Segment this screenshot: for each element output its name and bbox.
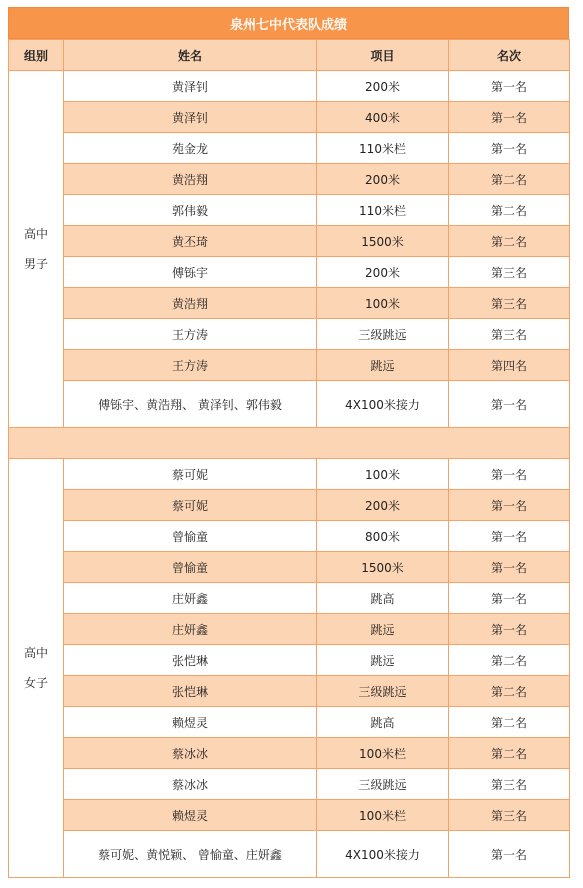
cell-name: 黄泽钊 — [64, 102, 317, 133]
table-row — [9, 769, 570, 800]
table-row — [9, 195, 570, 226]
header-rank: 名次 — [449, 40, 570, 71]
cell-name: 傅铄宇、黄浩翔、 黄泽钊、郭伟毅 — [64, 381, 317, 428]
table-row — [9, 614, 570, 645]
table-row — [9, 738, 570, 769]
cell-name: 王方涛 — [64, 319, 317, 350]
cell-event: 400米 — [317, 102, 449, 133]
cell-event: 800米 — [317, 521, 449, 552]
cell-name: 傅铄宇 — [64, 257, 317, 288]
cell-rank: 第三名 — [449, 769, 570, 800]
table-row — [9, 133, 570, 164]
table-row — [9, 800, 570, 831]
table-row — [9, 521, 570, 552]
cell-name: 黄泽钊 — [64, 71, 317, 102]
cell-rank: 第一名 — [449, 381, 570, 428]
cell-event: 100米 — [317, 288, 449, 319]
group-cell — [9, 71, 64, 428]
cell-rank: 第三名 — [449, 800, 570, 831]
group-label-line1: 高中 — [23, 227, 48, 241]
boys-section — [9, 71, 570, 428]
cell-name: 王方涛 — [64, 350, 317, 381]
group-label-line2: 女子 — [23, 676, 48, 690]
header-row — [9, 40, 570, 71]
cell-rank: 第二名 — [449, 164, 570, 195]
header-name: 姓名 — [64, 40, 317, 71]
cell-rank: 第二名 — [449, 676, 570, 707]
cell-name: 苑金龙 — [64, 133, 317, 164]
results-table — [8, 39, 570, 878]
table-row — [9, 350, 570, 381]
cell-event: 三级跳远 — [317, 769, 449, 800]
table-row — [9, 459, 570, 490]
table-row — [9, 583, 570, 614]
group-label-line2: 男子 — [23, 257, 48, 271]
cell-event: 100米 — [317, 459, 449, 490]
cell-name: 蔡冰冰 — [64, 738, 317, 769]
cell-event: 1500米 — [317, 552, 449, 583]
group-cell — [9, 459, 64, 878]
cell-event: 100米栏 — [317, 800, 449, 831]
cell-rank: 第二名 — [449, 707, 570, 738]
cell-name: 蔡可妮 — [64, 459, 317, 490]
cell-event: 三级跳远 — [317, 676, 449, 707]
table-row — [9, 552, 570, 583]
cell-rank: 第一名 — [449, 459, 570, 490]
cell-name: 曾愉童 — [64, 521, 317, 552]
cell-rank: 第一名 — [449, 614, 570, 645]
cell-event: 200米 — [317, 490, 449, 521]
cell-name: 黄浩翔 — [64, 288, 317, 319]
cell-name: 黄浩翔 — [64, 164, 317, 195]
table-row — [9, 102, 570, 133]
section-spacer — [9, 428, 570, 459]
cell-event: 4X100米接力 — [317, 381, 449, 428]
cell-rank: 第二名 — [449, 195, 570, 226]
cell-rank: 第一名 — [449, 521, 570, 552]
cell-name: 赖煜灵 — [64, 707, 317, 738]
header-event: 项目 — [317, 40, 449, 71]
girls-section — [9, 459, 570, 878]
cell-event: 跳高 — [317, 707, 449, 738]
cell-rank: 第一名 — [449, 552, 570, 583]
cell-event: 200米 — [317, 257, 449, 288]
cell-rank: 第二名 — [449, 738, 570, 769]
cell-name: 黄丕琦 — [64, 226, 317, 257]
table-row — [9, 490, 570, 521]
cell-name: 庄妍鑫 — [64, 583, 317, 614]
table-title: 泉州七中代表队成绩 — [8, 7, 569, 39]
table-row — [9, 71, 570, 102]
cell-event: 三级跳远 — [317, 319, 449, 350]
table-row — [9, 831, 570, 878]
cell-event: 200米 — [317, 71, 449, 102]
cell-rank: 第二名 — [449, 226, 570, 257]
table-row — [9, 288, 570, 319]
cell-rank: 第一名 — [449, 71, 570, 102]
table-row — [9, 645, 570, 676]
table-row — [9, 164, 570, 195]
cell-event: 跳远 — [317, 645, 449, 676]
group-label-line1: 高中 — [23, 646, 48, 660]
cell-rank: 第四名 — [449, 350, 570, 381]
cell-rank: 第一名 — [449, 490, 570, 521]
cell-name: 张恺琳 — [64, 676, 317, 707]
cell-rank: 第三名 — [449, 288, 570, 319]
cell-event: 4X100米接力 — [317, 831, 449, 878]
cell-name: 蔡冰冰 — [64, 769, 317, 800]
cell-rank: 第二名 — [449, 645, 570, 676]
cell-rank: 第三名 — [449, 257, 570, 288]
cell-rank: 第一名 — [449, 133, 570, 164]
cell-rank: 第三名 — [449, 319, 570, 350]
table-row — [9, 676, 570, 707]
cell-event: 1500米 — [317, 226, 449, 257]
cell-name: 郭伟毅 — [64, 195, 317, 226]
cell-name: 庄妍鑫 — [64, 614, 317, 645]
cell-name: 曾愉童 — [64, 552, 317, 583]
cell-rank: 第一名 — [449, 583, 570, 614]
cell-name: 蔡可妮 — [64, 490, 317, 521]
cell-rank: 第一名 — [449, 831, 570, 878]
table-row — [9, 226, 570, 257]
cell-event: 110米栏 — [317, 195, 449, 226]
cell-name: 蔡可妮、黄悦颖、 曾愉童、庄妍鑫 — [64, 831, 317, 878]
cell-event: 100米栏 — [317, 738, 449, 769]
table-row — [9, 319, 570, 350]
table-row — [9, 381, 570, 428]
cell-event: 110米栏 — [317, 133, 449, 164]
table-row — [9, 707, 570, 738]
table-row — [9, 257, 570, 288]
cell-name: 张恺琳 — [64, 645, 317, 676]
cell-event: 跳远 — [317, 350, 449, 381]
cell-name: 赖煜灵 — [64, 800, 317, 831]
header-group: 组别 — [9, 40, 64, 71]
results-document — [8, 7, 569, 878]
cell-rank: 第一名 — [449, 102, 570, 133]
spacer-row — [9, 428, 570, 459]
cell-event: 200米 — [317, 164, 449, 195]
cell-event: 跳远 — [317, 614, 449, 645]
cell-event: 跳高 — [317, 583, 449, 614]
